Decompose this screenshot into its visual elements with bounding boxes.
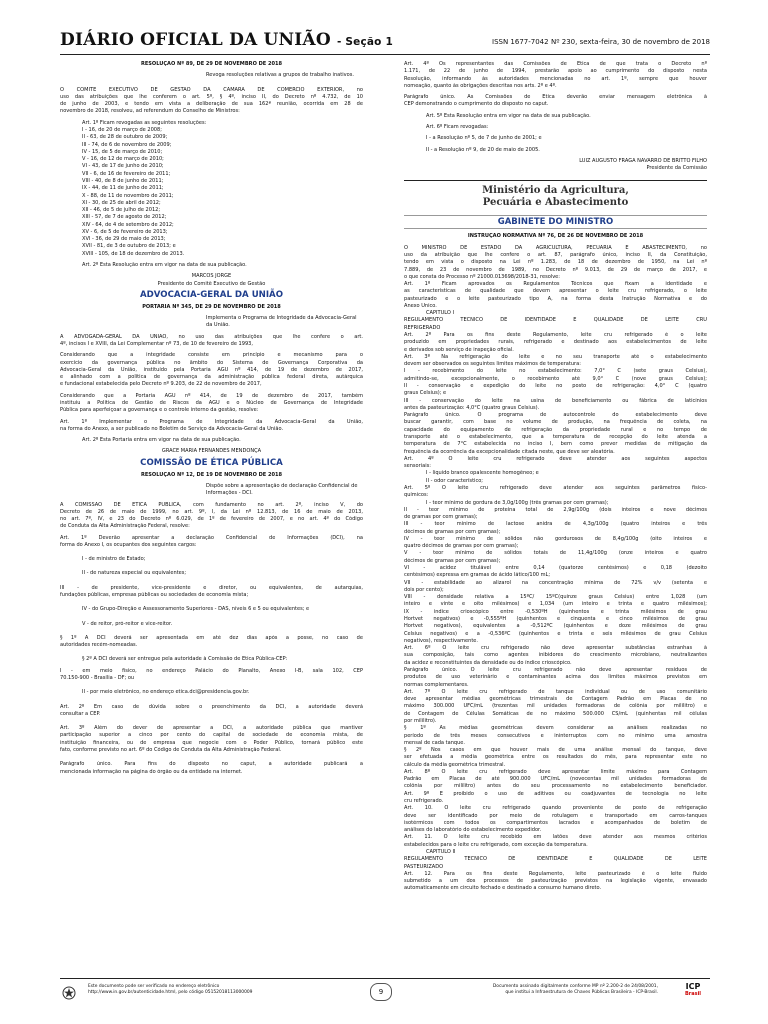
text-line: XV - 6, de 5 de fevereiro de 2013; xyxy=(82,228,168,235)
organ-heading: COMISSÃO DE ÉTICA PÚBLICA xyxy=(140,457,283,468)
text-line: de gramas por cem gramas); xyxy=(404,514,478,521)
text-line: submetido a um dos processos de pasteurização previstos na legislação vigente, envasado xyxy=(404,878,707,885)
text-line: Considerando que a Portaria AGU nº 414, de 19 de dezembro de 2017, também xyxy=(60,392,363,399)
masthead xyxy=(60,28,710,55)
spacer xyxy=(60,614,363,621)
spacer xyxy=(60,718,363,725)
text-line: Art. 3º Na refrigeração do leite e no seu transporte até o estabelecimento xyxy=(404,353,707,360)
text-line: de Conduta da Alta Administração Federal, resolve: xyxy=(60,523,190,530)
text-line: cálculo da média geométrica trimestral. xyxy=(404,761,506,768)
signature-note xyxy=(493,984,658,996)
verification-line: Este documento pode ser verificado no endereço eletrônico xyxy=(88,984,220,989)
text-line: e alinhado com a política de governança da administração pública federal direta, autárquica xyxy=(60,374,363,381)
text-line: buscar garantir, com base no volume de produção, na frequência de coleta, na xyxy=(404,419,707,426)
text-line: décimos de gramas por cem gramas); xyxy=(404,557,501,564)
act-title: INSTRUÇÃO NORMATIVA Nº 76, DE 26 DE NOVEMBRO DE 2018 xyxy=(467,233,644,240)
text-line: II - conservação e expedição do leite no posto de refrigeração: 4,0° C (quatro xyxy=(404,383,707,389)
organ-heading: ADVOCACIA-GERAL DA UNIÃO xyxy=(139,289,284,300)
text-line: admitindo-se, excepcionalmente, o recebimento até 9,0° C (nove graus Celsius); xyxy=(404,375,707,382)
text-line: normas complementares. xyxy=(404,681,469,688)
department-heading: GABINETE DO MINISTRO xyxy=(404,215,707,229)
text-line: automaticamente em circuito fechado e destinado a consumo humano direto. xyxy=(404,885,602,892)
text-line: estabelecidos para o leite cru refrigerado, com exceção da temperatura. xyxy=(404,841,588,848)
signature-name: MARCOS JORGE xyxy=(191,273,232,280)
text-line: exercício da governança pública no âmbito do Sistema de Governança Corporativa da xyxy=(60,359,363,366)
text-line: REGULAMENTO TÉCNICO DE IDENTIDADE E QUALIDADE DE LEITE CRU xyxy=(404,317,707,324)
text-line: máximo 300.000 UFC/mL (trezentas mil unidades formadoras de colônia por mililitro) e xyxy=(404,703,707,710)
text-line: IV - teor mínimo de sólidos não gordurosos de 8,4g/100g (oito inteiros e xyxy=(404,535,707,542)
text-line: 7.889, de 23 de novembro de 1989, no Decreto nº 9.013, de 29 de março de 2017, e xyxy=(404,266,707,273)
text-line: devem ser observados os seguintes limites máximos de temperatura: xyxy=(404,361,581,368)
text-line: Art. 7º O leite cru refrigerado de tanque individual ou de uso comunitário xyxy=(404,688,707,695)
text-line: participação superior a cinco por cento do capital de sociedade de economia mista, de xyxy=(60,732,363,739)
text-line: consultar a CEP. xyxy=(60,710,101,717)
spacer xyxy=(60,563,363,570)
text-line: X - 88, de 11 de novembro de 2011; xyxy=(82,192,174,199)
text-line: deve apresentar médias geométricas trimestrais de Contagem Padrão em Placas de no xyxy=(404,696,707,703)
text-line: I - de ministro de Estado; xyxy=(82,556,146,563)
footer xyxy=(60,978,710,1013)
text-line: XVI - 36, de 29 de maio de 2013; xyxy=(82,236,166,243)
signature-name: LUIZ AUGUSTO FRAGA NAVARRO DE BRITTO FILHO xyxy=(579,157,707,164)
text-line: quatro décimos de gramas por cem gramas); xyxy=(404,543,519,550)
text-line: I - 16, de 20 de março de 2008; xyxy=(82,126,162,133)
text-line: Advocacia-Geral da União, instituído pela Portaria AGU nº 414, de 19 de dezembro de 2017, xyxy=(60,366,363,373)
text-line: REGULAMENTO TÉCNICO DE IDENTIDADE E QUALIDADE DE LEITE xyxy=(404,856,707,863)
text-line: Hortvet negativos), equivalentes a -0,512ºC (quinhentos e doze milésimos de grau xyxy=(404,623,707,630)
text-line: Art. 3º Além do dever de apresentar a DCI, a autoridade pública que mantiver xyxy=(60,725,363,732)
text-line: III - 74, de 6 de novembro de 2009; xyxy=(82,141,172,148)
summary-text: Revoga resoluções relativas a grupos de trabalho inativos. xyxy=(206,72,354,79)
text-line: Art. 11. O leite cru recebido em latões deve atender aos mesmos critérios xyxy=(404,834,707,841)
signature-name: Presidente da Comissão xyxy=(646,165,707,172)
text-line: II - teor mínimo de proteína total de 2,9g/100g (dois inteiros e nove décimos xyxy=(404,506,707,513)
text-line: CEP demonstrando o cumprimento do disposto no caput. xyxy=(404,101,549,108)
section-label: - Seção 1 xyxy=(336,36,393,48)
text-line: temperatura de 7°C estabelecida no inciso I, bem como prever medidas de mitigação da xyxy=(404,441,707,448)
text-line: XII - 46, de 5 de julho de 2012; xyxy=(82,207,161,214)
text-line: instituição financeira, ou de empresa que negocie com o Poder Público, tornará público este xyxy=(60,739,363,746)
text-line: ser efetuada a média geométrica entre os resultados do mês, para representar este no xyxy=(404,754,707,761)
text-line: cru refrigerado. xyxy=(404,798,444,805)
text-line: período de três meses consecutivos e ininterruptos com no mínimo uma amostra xyxy=(404,732,707,739)
text-line: VII - 6, de 16 de fevereiro de 2011; xyxy=(82,170,171,177)
text-line: Art. 1º Ficam aprovados os Regulamentos Técnicos que fixam a identidade e xyxy=(404,281,707,288)
text-line: Art. 10. O leite cru refrigerado quando proveniente de posto de refrigeração xyxy=(404,805,707,812)
text-line: uso das atribuições que lhe conferem o art. 5º, § 4º, inciso II, do Decreto nº 4.732, de 10 xyxy=(60,93,363,100)
text-line: Art. 1º Implementar o Programa de Integridade da Advocacia-Geral da União, xyxy=(60,418,363,425)
text-line: II - por meio eletrônico, no endereço etica.dci@presidencia.gov.br. xyxy=(82,689,250,696)
text-line: Celsius negativos) e a -0,536ºC (quinhentos e trinta e seis milésimos de grau Celsius xyxy=(404,630,707,637)
text-line: IX - índice crioscópico entre -0,530ºH (quinhentos e trinta milésimos de grau xyxy=(404,608,707,615)
text-line: Parágrafo único. Para fins do disposto no caput, a autoridade publicará a xyxy=(60,761,363,768)
text-line: Art. 4º O leite cru refrigerado deve atender aos seguintes aspectos xyxy=(404,455,707,462)
text-line: I - teor mínimo de gordura de 3,0g/100g (três gramas por cem gramas); xyxy=(426,499,609,506)
text-line: Art. 2º Esta Portaria entra em vigor na data de sua publicação. xyxy=(82,437,241,444)
text-line: instituiu a Política de Gestão de Riscos da AGU e o Núcleo de Governança de Integridade xyxy=(60,399,363,406)
text-line: O MINISTRO DE ESTADO DA AGRICULTURA, PECUÁRIA E ABASTECIMENTO, no xyxy=(404,244,707,251)
text-line: centésimos) expressa em gramas de ácido lático/100 mL; xyxy=(404,572,551,579)
text-line: Art. 5º O leite cru refrigerado deve atender aos seguintes parâmetros físico- xyxy=(404,484,707,491)
text-line: Hortvet negativos) e -0,555ºH (quinhentos e cinquenta e cinco milésimos de grau xyxy=(404,616,707,622)
text-line: CAPÍTULO II xyxy=(426,849,456,855)
text-line: Art. 2º Esta Resolução entra em vigor na data de sua publicação. xyxy=(82,262,247,269)
text-line: isotérmicos com todos os compartimentos lacrados e acompanhados de boletim de xyxy=(404,819,707,826)
text-line: § 1º As médias geométricas devem considerar as análises realizadas no xyxy=(404,725,707,732)
text-line: transporte até o estabelecimento, que a temperatura de recepção do leite atenda a xyxy=(404,433,707,440)
text-line: VII - estabilidade ao alizarol na concentração mínima de 72% v/v (setenta e xyxy=(404,579,707,586)
text-line: VI - 43, de 17 de junho de 2010; xyxy=(82,163,164,170)
signature-line: que institui a Infraestrutura de Chaves Públicas Brasileira - ICP-Brasil. xyxy=(505,990,658,995)
text-line: de Contagem de Células Somáticas de no máximo 500.000 CS/mL (quinhentas mil células xyxy=(404,710,707,717)
text-line: Art. 2º Para os fins deste Regulamento, leite cru refrigerado é o leite xyxy=(404,332,707,339)
left-column xyxy=(60,61,363,776)
act-title: PORTARIA Nº 345, DE 29 DE NOVEMBRO DE 2018 xyxy=(142,303,281,310)
text-line: graus Celsius); e xyxy=(404,390,447,397)
text-line: no art. 7º, IV, e 23 do Decreto nº 6.029, de 1º de fevereiro de 2007, e no art. 4º do Código xyxy=(60,516,363,523)
text-line: mencionada informação na página do órgão ou da entidade na internet. xyxy=(60,768,243,775)
text-line: produtos de uso veterinário e contaminantes acima dos limites máximos previstos em xyxy=(404,674,707,681)
coat-of-arms-icon xyxy=(62,986,76,1000)
text-line: Art. 2º Em caso de dúvida sobre o preenchimento da DCI, a autoridade deverá xyxy=(60,703,363,710)
text-line: Art. 1º Deverão apresentar a declaração Confidencial de Informações (DCI), na xyxy=(60,534,363,541)
text-line: § 2º A DCI deverá ser entregue pela autoridade à Comissão de Ética Pública-CEP: xyxy=(82,656,288,663)
text-line: da acidez e reconstituintes da densidade ou do índice crioscópico. xyxy=(404,659,572,666)
text-line: IX - 44, de 11 de junho de 2011; xyxy=(82,185,164,192)
text-line: Art. 5º Esta Resolução entra em vigor na data de sua publicação. xyxy=(426,112,591,119)
text-line: e derivados sob serviço de inspeção oficial. xyxy=(404,346,514,353)
edition-date: Nº 230, sexta-feira, 30 de novembro de 2018 xyxy=(551,38,710,46)
spacer xyxy=(60,697,363,704)
text-line: II - de natureza especial ou equivalentes; xyxy=(82,570,187,577)
text-line: XI - 30, de 25 de abril de 2012; xyxy=(82,199,161,206)
text-line: REFRIGERADO xyxy=(404,324,441,331)
text-line: por mililitro). xyxy=(404,717,437,724)
text-line: novembro de 2018, resolveu, ad referendum do Conselho de Ministros: xyxy=(60,108,240,115)
text-line: dois por cento); xyxy=(404,586,444,593)
spacer xyxy=(60,628,363,635)
text-line: 1.171, de 22 de junho de 1994, prestarão apoio ao cumprimento do disposto nesta xyxy=(404,68,707,75)
text-line: VIII - densidade relativa a 15ºC/ 15ºC(quinze graus Celsius) entre 1,028 (um xyxy=(404,594,707,601)
text-line: análises do laboratório do estabelecimento expedidor. xyxy=(404,827,542,834)
text-line: XIV - 64, de 4 de setembro de 2012; xyxy=(82,221,174,228)
text-line: I - líquido branco opalescente homogêneo; e xyxy=(426,470,539,477)
text-line: forma do Anexo I, os ocupantes dos seguintes cargos: xyxy=(60,541,197,548)
spacer xyxy=(60,549,363,556)
act-title: RESOLUÇÃO Nº 89, DE 29 DE NOVEMBRO DE 2018 xyxy=(140,61,283,67)
text-line: I - recebimento do leite no estabelecimento: 7,0° C (sete graus Celsius), xyxy=(404,368,707,375)
text-line: O COMITÊ EXECUTIVO DE GESTÃO DA CÂMARA DE COMÉRCIO EXTERIOR, no xyxy=(60,86,363,93)
text-line: e fundacional estabelecida pelo Decreto nº 9.203, de 22 de novembro de 2017, xyxy=(60,381,262,388)
right-column xyxy=(404,61,707,893)
text-line: décimos de gramas por cem gramas); xyxy=(404,528,501,535)
spacer xyxy=(60,754,363,761)
text-line: colônia por mililitro) antes do seu processamento no estabelecimento beneficiador. xyxy=(404,783,707,790)
page-number: 9 xyxy=(370,983,392,1001)
text-line: § 2º Nos casos em que houver mais de uma análise mensal do tanque, deve xyxy=(404,747,707,754)
signature-line: Documento assinado digitalmente conforme MP nº 2.200-2 de 24/08/2001, xyxy=(492,984,658,989)
text-line: Art. 12. Para os fins deste Regulamento, leite pasteurizado é o leite fluido xyxy=(404,870,707,877)
text-line: Anexo Único. xyxy=(404,302,437,309)
text-line: XVIII - 105, de 18 de dezembro de 2013. xyxy=(82,250,185,257)
text-line: capacidade do equipamento de refrigeração da propriedade rural e no tempo de xyxy=(404,426,707,433)
summary-text: Implementa o Programa de Integridade da Advocacia-Geral da União. xyxy=(206,315,357,329)
text-line: tendo em vista o disposto na Lei nº 1.283, de 18 de dezembro de 1950, na Lei nº xyxy=(404,259,707,266)
verification-url: http://www.in.gov.br/autenticidade.html, pelo código 05152018113000009 xyxy=(88,990,253,995)
text-line: inteiro e vinte e oito milésimos) e 1,034 (um inteiro e trinta e quatro milésimos); xyxy=(404,601,707,608)
text-line: III - teor mínimo de lactose anidra de 4,3g/100g (quatro inteiros e três xyxy=(404,521,707,528)
ministry-heading: Pecuária e Abastecimento xyxy=(482,197,629,209)
text-line: III - de presidente, vice-presidente e diretor, ou equivalentes, de autarquias, xyxy=(60,584,363,591)
spacer xyxy=(60,682,363,689)
signature-name: GRACE MARIA FERNANDES MENDONÇA xyxy=(161,448,262,455)
text-line: sua composição, tais como agentes inibidores do crescimento microbiano, neutralizantes xyxy=(404,652,707,659)
text-line: XVII - 81, de 3 de outubro de 2013; e xyxy=(82,243,176,250)
verification-note xyxy=(88,984,252,996)
text-line: Padrão em Placas de até 900.000 UFC/mL (novecentas mil unidades formadoras de xyxy=(404,776,707,783)
text-line: Parágrafo único. O programa de autocontrole do estabelecimento deve xyxy=(404,412,707,419)
summary-text: Dispõe sobre a apresentação de declaração Confidencial de Informações - DCI. xyxy=(206,482,358,497)
text-line: CAPÍTULO I xyxy=(426,310,454,317)
spacer xyxy=(60,599,363,606)
spacer xyxy=(60,578,363,585)
text-line: fundações públicas, empresas públicas ou sociedades de economia mista; xyxy=(60,592,249,599)
text-line: 70.150-900 - Brasília - DF; ou xyxy=(60,675,135,681)
issn-label: ISSN 1677-7042 xyxy=(492,38,549,46)
text-line: III - conservação do leite na usina de beneficiamento ou fábrica de laticínios xyxy=(404,397,707,404)
text-line: Parágrafo único. O leite cru refrigerado não deve apresentar resíduos de xyxy=(404,666,707,673)
text-line: VIII - 40, de 8 de junho de 2011; xyxy=(82,177,164,184)
text-line: § 1º A DCI deverá ser apresentada em até dez dias após a posse, no caso de xyxy=(60,634,363,641)
text-line: frequência da ocorrência da excepcionalidade citada neste, que deve ser aleatória. xyxy=(404,448,615,455)
act-title: RESOLUÇÃO Nº 12, DE 19 DE NOVEMBRO DE 2018 xyxy=(140,471,283,478)
text-line: IV - 15, de 5 de março de 2010; xyxy=(82,148,163,155)
text-line: A COMISSÃO DE ÉTICA PÚBLICA, com fundamento no art. 2º, inciso V, do xyxy=(60,501,363,508)
signature-name: Presidente do Comitê Executivo de Gestão xyxy=(157,280,266,287)
text-line: II - odor característico; xyxy=(426,477,484,484)
text-line: Art. 6º Ficam revogadas: xyxy=(426,123,489,130)
text-line: as características de qualidade que devem apresentar o leite cru refrigerado, o leite xyxy=(404,288,707,295)
text-line: negativos), respectivamente. xyxy=(404,637,479,644)
text-line: Parágrafo único. As Comissões de Ética deverão enviar mensagem eletrônica à xyxy=(404,94,707,101)
spacer xyxy=(60,80,363,87)
text-line: V - de reitor, pró-reitor e vice-reitor. xyxy=(82,620,173,627)
text-line: II - a Resolução nº 9, de 20 de maio de 2005. xyxy=(426,146,540,153)
text-line: Pública para aperfeiçoar a governança e o controle interno da gestão, resolve: xyxy=(60,407,259,414)
text-line: autoridades recém-nomeadas. xyxy=(60,642,138,649)
icp-brasil-logo: ICP Brasil xyxy=(684,982,702,997)
text-line: Art. 1º Ficam revogadas as seguintes resoluções: xyxy=(82,119,207,126)
text-line: I - em meio físico, no endereço Palácio do Planalto, Anexo I-B, sala 102, CEP xyxy=(60,667,363,674)
text-line: na forma do Anexo, a ser publicado no Boletim de Serviço da Advocacia-Geral da União. xyxy=(60,425,284,432)
text-line: produzido em propriedades rurais, refrigerado e destinado aos estabelecimentos de leite xyxy=(404,339,707,346)
text-line: Art. 4º Os representantes das Comissões de Ética de que trata o Decreto nº xyxy=(404,61,707,67)
text-line: Considerando que a integridade consiste em princípio e mecanismo para o xyxy=(60,352,363,359)
text-line: mensal de cada tanque. xyxy=(404,739,466,746)
text-line: fato, conforme previsto no art. 6º do Código de Conduta da Alta Administração Federal. xyxy=(60,746,282,753)
text-line: químicos: xyxy=(404,492,429,499)
ministry-heading: Ministério da Agricultura, xyxy=(404,180,707,197)
text-line: uso da atribuição que lhe confere o art. 87, parágrafo único, inciso II, da Constituição, xyxy=(404,251,707,258)
text-line: antes da pasteurização: 4,0°C (quatro graus Celsius). xyxy=(404,404,540,411)
text-line: pasteurizado e o leite pasteurizado tipo A, na forma desta Instrução Normativa e do xyxy=(404,295,707,302)
text-line: V - 16, de 12 de março de 2010; xyxy=(82,156,164,163)
text-line: VI - acidez titulável entre 0,14 (quatorze centésimos) e 0,18 (dezoito xyxy=(404,565,707,572)
text-line: Art. 9º É proibido o uso de aditivos ou coadjuvantes de tecnologia no leite xyxy=(404,790,707,797)
spacer xyxy=(60,649,363,656)
text-line: o que consta do Processo nº 21000.013698/2018-31, resolve: xyxy=(404,273,560,280)
text-line: deve ser identificado por meio de rotulagem e transportado em carros-tanques xyxy=(404,812,707,819)
text-line: de junho de 2003, e tendo em vista a deliberação de sua 162ª reunião, ocorrida em 28 de xyxy=(60,101,363,108)
text-line: 4º, incisos I e XVIII, da Lei Complementar nº 73, de 10 de fevereiro de 1993, xyxy=(60,341,253,347)
text-line: A ADVOGADA-GERAL DA UNIÃO, no uso das atribuições que lhe confere o art. xyxy=(60,333,363,340)
text-line: Resolução, informando às autoridades mencionadas no art. 1º, sempre que houver xyxy=(404,75,707,82)
text-line: nomeação, quanto às obrigações descritas nos arts. 2º e 4º. xyxy=(404,82,557,89)
text-line: sensoriais: xyxy=(404,463,431,470)
text-line: IV - do Grupo-Direção e Assessoramento Superiores - DAS, níveis 6 e 5 ou equivalentes; e xyxy=(82,606,310,613)
text-line: XIII - 57, de 7 de agosto de 2012; xyxy=(82,214,167,221)
text-line: V - teor mínimo de sólidos totais de 11,4g/100g (onze inteiros e quatro xyxy=(404,550,707,557)
newspaper-title: DIÁRIO OFICIAL DA UNIÃO - Seção 1 xyxy=(60,30,393,50)
text-line: PASTEURIZADO xyxy=(404,863,444,870)
text-line: Decreto de 26 de maio de 1999, no art. 9º, I, da Lei nº 12.813, de 16 de maio de 2013, xyxy=(60,508,363,515)
text-line: Art. 8º O leite cru refrigerado deve apresentar limite máximo para Contagem xyxy=(404,768,707,775)
text-line: Art. 6º O leite cru refrigerado não deve apresentar substâncias estranhas à xyxy=(404,645,707,652)
text-line: I - a Resolução nº 5, de 7 de junho de 2001; e xyxy=(426,135,542,142)
text-line: II - 63, de 28 de outubro de 2009; xyxy=(82,134,168,141)
